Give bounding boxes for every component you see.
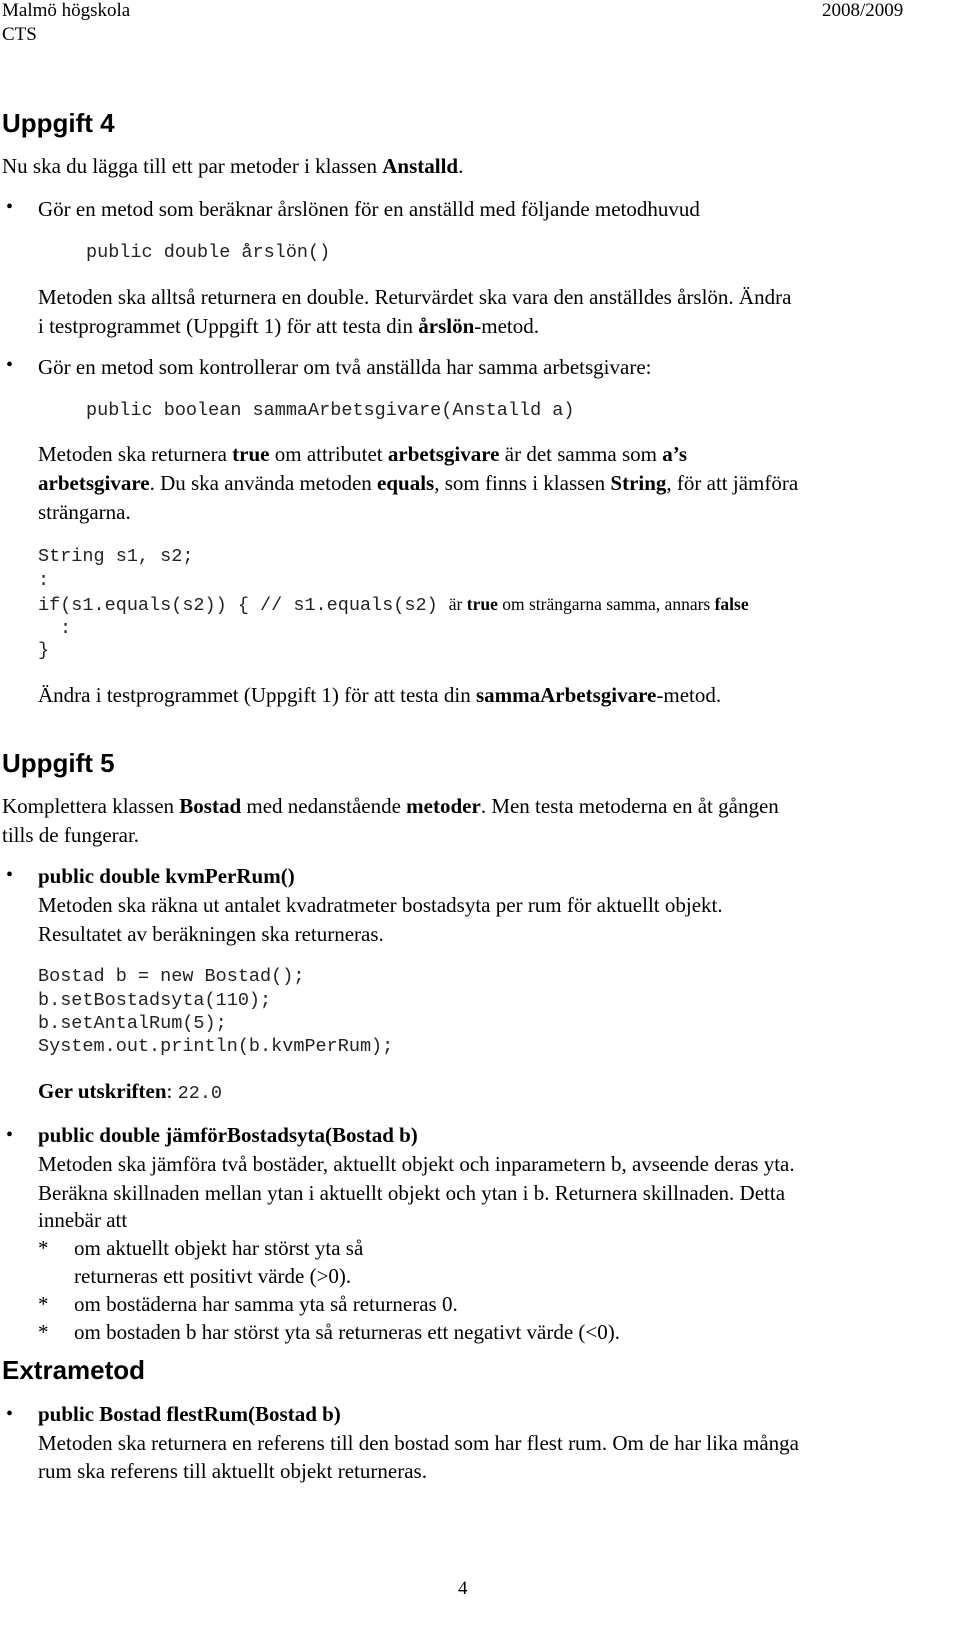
code-line-4: : bbox=[60, 618, 72, 639]
u5-intro1: Komplettera klassen Bostad med nedanstående metoder. Men testa metoderna en åt gången bbox=[2, 794, 779, 818]
code-line-3: if(s1.equals(s2)) { // s1.equals(s2) är true om strängarna samma, annars false bbox=[38, 594, 749, 616]
u5-intro2: tills de fungerar. bbox=[2, 823, 140, 847]
u4-bullet1-desc1: Metoden ska alltså returnera en double. Returvärdet ska vara den anställdes årslön. Ändra bbox=[38, 285, 792, 309]
extra-desc1: Metoden ska returnera en referens till den bostad som har flest rum. Om de har lika många bbox=[38, 1431, 799, 1455]
u5-m2-star1b: returneras ett positivt värde (>0). bbox=[74, 1264, 352, 1288]
u4-bullet2-line3: strängarna. bbox=[38, 500, 131, 524]
code-line-8: b.setAntalRum(5); bbox=[38, 1013, 227, 1034]
page-number: 4 bbox=[458, 1578, 468, 1599]
header-school: Malmö högskola bbox=[2, 0, 131, 21]
u4-bullet2-end: Ändra i testprogrammet (Uppgift 1) för att testa din sammaArbetsgivare-metod. bbox=[38, 683, 722, 707]
u4-bullet2-line1: Metoden ska returnera true om attributet arbetsgivare är det samma som a’s bbox=[38, 442, 688, 466]
u5-m2-desc3: innebär att bbox=[38, 1208, 128, 1232]
u5-m2-signature: public double jämförBostadsyta(Bostad b) bbox=[38, 1123, 418, 1147]
bullet-icon: • bbox=[6, 354, 14, 376]
bullet-icon: • bbox=[6, 1124, 14, 1146]
bullet-icon: • bbox=[6, 196, 14, 218]
header-year: 2008/2009 bbox=[822, 0, 904, 21]
u4-intro: Nu ska du lägga till ett par metoder i klassen Anstalld. bbox=[2, 154, 464, 178]
code-line-7: b.setBostadsyta(110); bbox=[38, 990, 272, 1011]
u5-m1-desc2: Resultatet av beräkningen ska returneras. bbox=[38, 922, 384, 946]
star-marker: * bbox=[38, 1292, 49, 1316]
header-dept: CTS bbox=[2, 24, 37, 45]
u5-m1-signature: public double kvmPerRum() bbox=[38, 864, 295, 888]
code-arslon: public double årslön() bbox=[86, 242, 331, 263]
u5-m2-star3: om bostaden b har störst yta så returneras ett negativt värde (<0). bbox=[74, 1320, 620, 1344]
extra-desc2: rum ska referens till aktuellt objekt returneras. bbox=[38, 1459, 427, 1483]
star-marker: * bbox=[38, 1236, 49, 1260]
bullet-icon: • bbox=[6, 1403, 14, 1425]
u5-m2-star2: om bostäderna har samma yta så returneras 0. bbox=[74, 1292, 458, 1316]
code-line-9: System.out.println(b.kvmPerRum); bbox=[38, 1036, 394, 1057]
u4-bullet2-line2: arbetsgivare. Du ska använda metoden equals, som finns i klassen String, för att jämföra bbox=[38, 471, 799, 495]
u4-bullet1-text: Gör en metod som beräknar årslönen för en anställd med följande metodhuvud bbox=[38, 197, 700, 221]
u4-bullet1-desc2: i testprogrammet (Uppgift 1) för att testa din årslön-metod. bbox=[38, 314, 539, 338]
u4-bullet2-text: Gör en metod som kontrollerar om två anställda har samma arbetsgivare: bbox=[38, 355, 652, 379]
code-line-1: String s1, s2; bbox=[38, 546, 194, 567]
code-line-6: Bostad b = new Bostad(); bbox=[38, 966, 305, 987]
u5-m2-desc1: Metoden ska jämföra två bostäder, aktuellt objekt och inparametern b, avseende deras yta. bbox=[38, 1152, 795, 1176]
heading-uppgift-5: Uppgift 5 bbox=[2, 748, 115, 778]
u5-m1-desc1: Metoden ska räkna ut antalet kvadratmeter bostadsyta per rum för aktuellt objekt. bbox=[38, 893, 723, 917]
code-line-5: } bbox=[38, 640, 50, 661]
u5-m1-output: Ger utskriften: 22.0 bbox=[38, 1079, 223, 1104]
heading-uppgift-4: Uppgift 4 bbox=[2, 108, 115, 138]
heading-extrametod: Extrametod bbox=[2, 1355, 146, 1385]
code-line-2: : bbox=[38, 570, 50, 591]
bullet-icon: • bbox=[6, 864, 14, 886]
u5-m2-star1a: om aktuellt objekt har störst yta så bbox=[74, 1236, 364, 1260]
code-samma-arbetsgivare: public boolean sammaArbetsgivare(Anstalld a) bbox=[86, 400, 575, 421]
star-marker: * bbox=[38, 1320, 49, 1344]
extra-signature: public Bostad flestRum(Bostad b) bbox=[38, 1402, 341, 1426]
u5-m2-desc2: Beräkna skillnaden mellan ytan i aktuellt objekt och ytan i b. Returnera skillnaden. Detta bbox=[38, 1181, 786, 1205]
